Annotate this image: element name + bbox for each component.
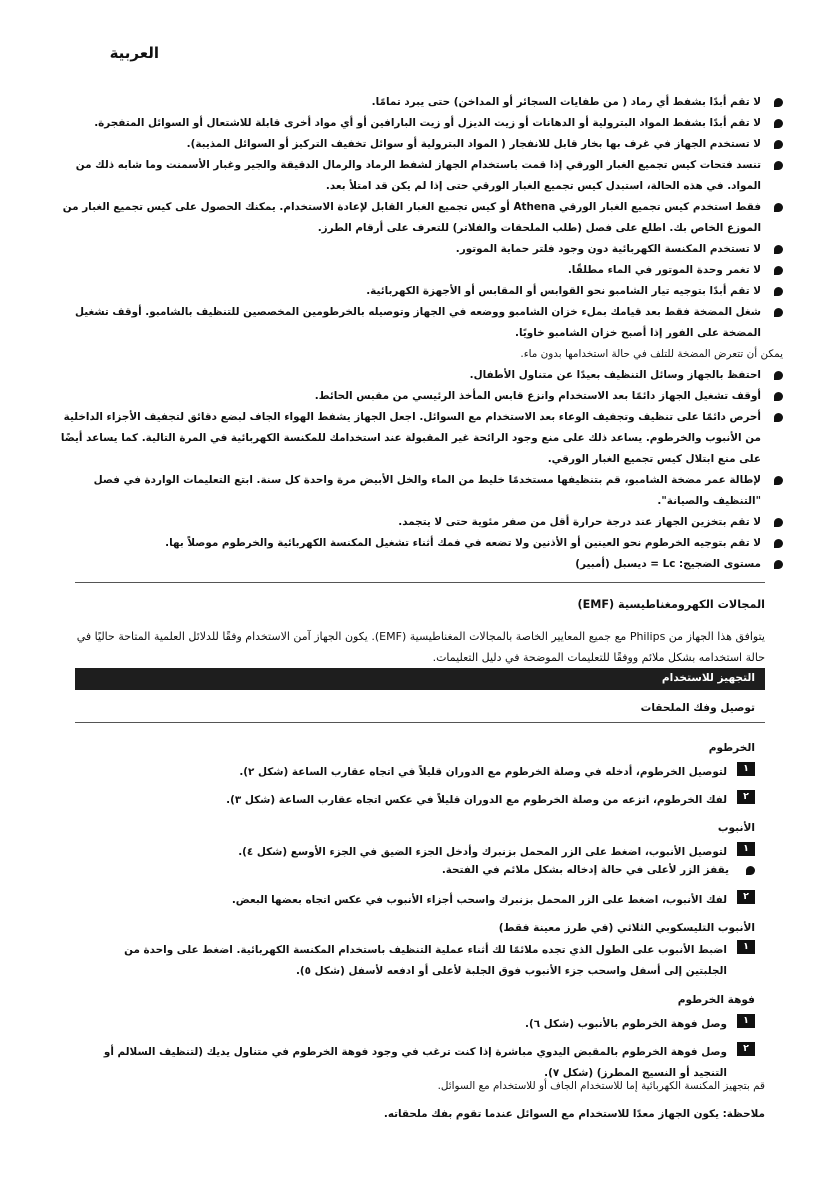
caution-item: لا تقم بتخزين الجهاز عند درجة حرارة أقل من صفر مئوية حتى لا يتجمد.	[53, 512, 783, 533]
tip-item: يقفز الزر لأعلى في حالة إدخاله بشكل ملائم في الفتحة.	[69, 860, 755, 881]
subsection-heading: توصيل وفك الملحقات	[640, 702, 755, 714]
warning-item: لا تقم أبدًا بشفط المواد البترولية أو الدهانات أو زيت الديزل أو زيت البارافين أو أي مواد أخرى قابلة للاشتعال أو السوائل المتفجرة.	[53, 113, 783, 134]
bullet-icon	[774, 203, 783, 212]
caution-item: أوقف تشغيل الجهاز دائمًا بعد الاستخدام وانزع قابس المأخذ الرئيسي من مقبس الحائط.	[53, 386, 783, 407]
bullet-icon	[774, 287, 783, 296]
emf-heading: المجالات الكهرومغناطيسية (EMF)	[577, 598, 765, 611]
bullet-icon	[774, 161, 783, 170]
bullet-icon	[746, 866, 755, 875]
group-title-tube: الأنبوب	[717, 822, 755, 834]
warning-item: لا تستخدم المكنسة الكهربائية دون وجود فلتر حماية الموتور.	[53, 239, 783, 260]
step-item: ١ لتوصيل الخرطوم، أدخله في وصلة الخرطوم مع الدوران قليلاً في اتجاه عقارب الساعة (شكل ٢).	[85, 762, 755, 783]
section-divider	[75, 722, 765, 723]
step-number: ٢	[737, 1042, 755, 1056]
caution-item: احتفظ بالجهاز وسائل التنظيف بعيدًا عن متناول الأطفال.	[53, 365, 783, 386]
caution-item: مستوى الضجيج: Lc = ديسبل (أمبير)	[53, 554, 783, 575]
step-item: ١ اضبط الأنبوب على الطول الذي تجده ملائمًا لك أثناء عملية التنظيف باستخدام المكنسة الكهربائية. اضغط على واحدة من الجلبتين إلى أسفل واسحب جزء الأنبوب فوق الجلبة لأعلى أو ادفعه لأسفل (شكل ٥).	[85, 940, 755, 982]
final-note: ملاحظة: يكون الجهاز معدًا للاستخدام مع السوائل عندما تقوم بفك ملحقاته.	[383, 1108, 765, 1120]
step-number: ٢	[737, 790, 755, 804]
caution-item: لا تقم بتوجيه الخرطوم نحو العينين أو الأذنين ولا تضعه في فمك أثناء تشغيل المكنسة الكهربائية والخرطوم موصلاً بها.	[53, 533, 783, 554]
step-item: ٢ وصل فوهة الخرطوم بالمقبض اليدوي مباشرة إذا كنت ترغب في وجود فوهة الخرطوم في متناول يديك (لتنظيف السلالم أو التنجيد أو النسيج المطرز) (شكل ٧).	[85, 1042, 755, 1084]
bullet-icon	[774, 266, 783, 275]
warning-item: لا تستخدم الجهاز في غرف بها بخار قابل للانفجار ( المواد البترولية أو سوائل تخفيف التركيز أو السوائل المذيبة).	[53, 134, 783, 155]
pump-note: يمكن أن تتعرض المضخة للتلف في حالة استخدامها بدون ماء.	[520, 348, 783, 360]
warning-item: تنسد فتحات كيس تجميع الغبار الورقي إذا قمت باستخدام الجهاز لشفط الرماد والرمال الدقيقة والجير وغبار الأسمنت وما شابه ذلك من المواد. في هذه الحالة، استبدل كيس تجميع الغبار الورقي حتى إذا لم يكن قد امتلأ بعد.	[53, 155, 783, 197]
bullet-icon	[774, 518, 783, 527]
bullet-icon	[774, 98, 783, 107]
warning-item: فقط استخدم كيس تجميع الغبار الورقي Athena أو كيس تجميع الغبار القابل لإعادة الاستخدام. يمكنك الحصول على كيس تجميع الغبار من الموزع الخاص بك. اطلع على فصل (طلب الملحقات والفلاتر) للتعرف على أرقام الطرز.	[53, 197, 783, 239]
group-title-crevice: فوهة الخرطوم	[677, 994, 755, 1006]
bullet-icon	[774, 413, 783, 422]
step-number: ١	[737, 842, 755, 856]
bullet-icon	[774, 371, 783, 380]
step-number: ١	[737, 1014, 755, 1028]
group-title-telescopic: الأنبوب التليسكوبي الثلاثي (في طرز معينة فقط)	[498, 922, 755, 934]
section-banner: التجهيز للاستخدام	[75, 668, 765, 690]
warning-item: لا تقم أبدًا بشفط أي رماد ( من طفايات السجائر أو المداخن) حتى يبرد تمامًا.	[53, 92, 783, 113]
bullet-icon	[774, 140, 783, 149]
bullet-icon	[774, 119, 783, 128]
wet-dry-note: قم بتجهيز المكنسة الكهربائية إما للاستخدام الجاف أو للاستخدام مع السوائل.	[437, 1080, 765, 1092]
step-number: ٢	[737, 890, 755, 904]
warning-list	[53, 92, 783, 575]
emf-paragraph: يتوافق هذا الجهاز من Philips مع جميع المعايير الخاصة بالمجالات المغناطيسية (EMF). يكون الجهاز آمن الاستخدام وفقًا للدلائل العلمية المتاحة حاليًا في حالة استخدامه بشكل ملائم ووفقًا للتعليمات الموضحة في دليل التعليمات.	[76, 630, 765, 664]
warning-item: لا تغمر وحدة الموتور في الماء مطلقًا.	[53, 260, 783, 281]
step-number: ١	[737, 940, 755, 954]
bullet-icon	[774, 245, 783, 254]
group-title-hose: الخرطوم	[708, 742, 755, 754]
section-divider	[75, 582, 765, 583]
warning-item: لا تقم أبدًا بتوجيه تيار الشامبو نحو القوابس أو المقابس أو الأجهزة الكهربائية.	[53, 281, 783, 302]
language-heading: العربية	[109, 44, 159, 62]
step-item: ٢ لفك الأنبوب، اضغط على الزر المحمل بزنبرك واسحب أجزاء الأنبوب في عكس اتجاه بعضها البعض.	[85, 890, 755, 911]
bullet-icon	[774, 392, 783, 401]
step-item: ١ وصل فوهة الخرطوم بالأنبوب (شكل ٦).	[85, 1014, 755, 1035]
bullet-icon	[774, 560, 783, 569]
bullet-icon	[774, 476, 783, 485]
step-number: ١	[737, 762, 755, 776]
bullet-icon	[774, 539, 783, 548]
step-item: ٢ لفك الخرطوم، انزعه من وصلة الخرطوم مع الدوران قليلاً في عكس اتجاه عقارب الساعة (شكل ٣).	[85, 790, 755, 811]
caution-item: أحرص دائمًا على تنظيف وتجفيف الوعاء بعد الاستخدام مع السوائل. اجعل الجهاز يشفط الهواء الجاف لبضع دقائق لتجفيف الأجزاء الداخلية من الأنبوب والخرطوم. يساعد ذلك على منع وجود الرائحة غير المقبولة عند استخدامك للمكنسة الكهربائية في المرة التالية. كما يساعد أيضًا على منع ابتلال كيس تجميع الغبار الورقي.	[53, 407, 783, 470]
bullet-icon	[774, 308, 783, 317]
step-item: ١ لتوصيل الأنبوب، اضغط على الزر المحمل بزنبرك وأدخل الجزء الضيق في الجزء الأوسع (شكل ٤).	[85, 842, 755, 863]
warning-item: شغل المضخة فقط بعد قيامك بملء خزان الشامبو ووضعه في الجهاز وتوصيله بالخرطومين المخصصين للتنظيف بالشامبو. أوقف تشغيل المضخة على الفور إذا أصبح خزان الشامبو خاويًا.	[53, 302, 783, 344]
caution-item: لإطالة عمر مضخة الشامبو، قم بتنظيفها مستخدمًا خليط من الماء والخل الأبيض مرة واحدة كل سنة. ابتع التعليمات الواردة في فصل "التنظيف والصيانة".	[53, 470, 783, 512]
